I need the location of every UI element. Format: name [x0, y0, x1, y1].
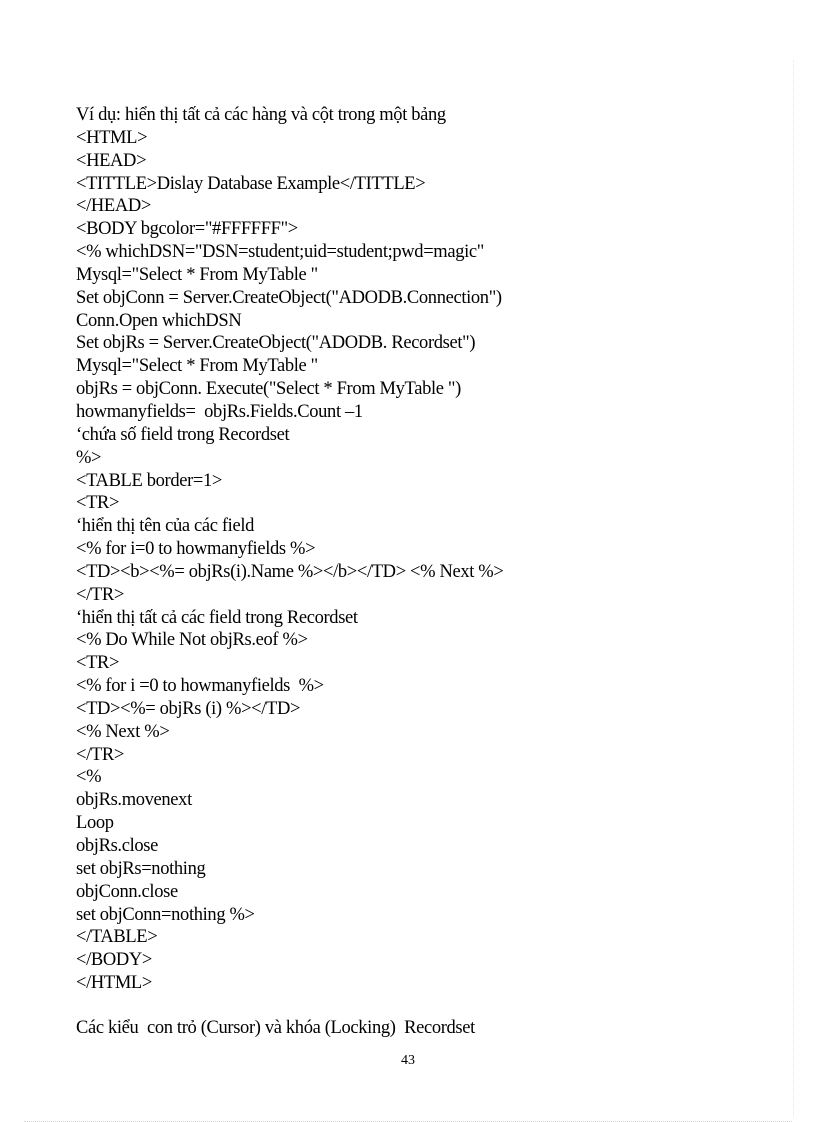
code-line: </TABLE>	[76, 927, 158, 948]
code-line: set objConn=nothing %>	[76, 904, 255, 925]
code-line: <% whichDSN="DSN=student;uid=student;pwd=magic"	[76, 242, 484, 263]
code-line: </HTML>	[76, 973, 152, 994]
code-line: <TR>	[76, 493, 120, 514]
page-bottom-border	[24, 1121, 792, 1122]
code-line: <% for i=0 to howmanyfields %>	[76, 539, 316, 560]
code-line: </BODY>	[76, 950, 152, 971]
code-comment: ‘hiển thị tất cả các field trong Recordset	[76, 607, 358, 628]
intro-line: Ví dụ: hiển thị tất cả các hàng và cột trong một bảng	[76, 105, 446, 125]
code-line: <%	[76, 767, 102, 788]
code-comment: ‘hiển thị tên của các field	[76, 516, 255, 537]
code-line: </TR>	[76, 584, 124, 605]
code-line: Mysql="Select * From MyTable "	[76, 264, 318, 285]
code-line: <BODY bgcolor="#FFFFFF">	[76, 219, 298, 240]
code-line: Set objConn = Server.CreateObject("ADODB.Connection")	[76, 287, 502, 308]
code-line: Set objRs = Server.CreateObject("ADODB. Recordset")	[76, 333, 476, 354]
section-heading: Các kiểu con trỏ (Cursor) và khóa (Locking) Recordset	[76, 1018, 475, 1038]
code-line: <HTML>	[76, 127, 148, 148]
code-line: <% for i =0 to howmanyfields %>	[76, 676, 324, 697]
code-line: %>	[76, 447, 102, 468]
code-line: <TITTLE>Dislay Database Example</TITTLE>	[76, 173, 426, 194]
code-listing	[76, 104, 503, 995]
code-line: <TR>	[76, 653, 120, 674]
code-line: set objRs=nothing	[76, 858, 206, 879]
code-line: <HEAD>	[76, 150, 147, 171]
code-line: objRs.movenext	[76, 790, 192, 811]
code-line: <TD><%= objRs (i) %></TD>	[76, 698, 301, 719]
code-line: howmanyfields= objRs.Fields.Count –1	[76, 401, 363, 422]
page-number: 43	[401, 1053, 415, 1068]
code-line: <TD><b><%= objRs(i).Name %></b></TD> <% Next %>	[76, 561, 504, 582]
code-line: Mysql="Select * From MyTable "	[76, 356, 318, 377]
code-line: Conn.Open whichDSN	[76, 310, 242, 331]
page-right-border	[793, 60, 794, 1117]
code-comment: ‘chứa số field trong Recordset	[76, 424, 290, 445]
code-line: </HEAD>	[76, 196, 151, 217]
code-line: objRs = objConn. Execute("Select * From MyTable ")	[76, 379, 461, 400]
code-line: <TABLE border=1>	[76, 470, 222, 491]
code-line: objConn.close	[76, 881, 178, 902]
code-line: objRs.close	[76, 836, 158, 856]
code-line: Loop	[76, 813, 114, 834]
code-line: <% Next %>	[76, 721, 170, 742]
code-line: </TR>	[76, 744, 124, 765]
code-line: <% Do While Not objRs.eof %>	[76, 630, 308, 651]
